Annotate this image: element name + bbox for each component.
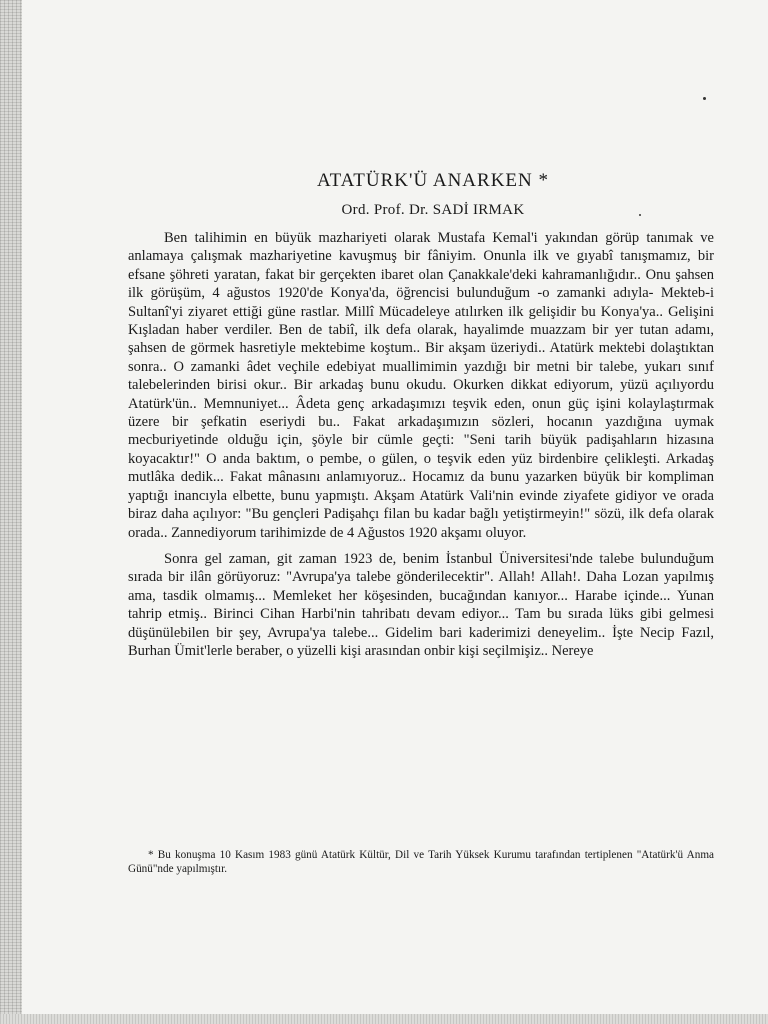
scan-edge-left (0, 0, 22, 1024)
article-body (128, 229, 714, 660)
paragraph-2: Sonra gel zaman, git zaman 1923 de, benim İstanbul Üniversitesi'nde talebe bulunduğum sırada bir ilân görüyoruz: "Avrupa'ya talebe gönderilecektir". Allah! Allah!. Daha Lozan yapılmış ama, tasdik olmamış... Memleket her köşesinden, bucağından kanıyor... Harabe içinde... Yunan tahrip etmiş.. Birinci Cihan Harbi'nin tahribatı devam ediyor... Tam bu sırada lüks gibi gelmesi düşünülebilen bir şey, Avrupa'ya talebe... Gidelim bari kaderimizi deneyelim.. İşte Necip Fazıl, Burhan Ümit'lerle beraber, o yüzelli kişi arasından onbir kişi seçilmişiz.. Nereye (128, 550, 714, 659)
scan-edge-bottom (0, 1014, 768, 1024)
document-page (128, 170, 714, 668)
scan-speck (703, 97, 706, 100)
paragraph-1: Ben talihimin en büyük mazhariyeti olarak Mustafa Kemal'i yakından görüp tanımak ve anlamaya çalışmak mazhariyetine kavuşmuş bir fâniyim. Onunla ilk ve gıyabî tanışmamız, bir efsane şöhreti yaratan, fakat bir gerçekten ibaret olan Çanakkale'deki kahramanlığıdır.. Onu şahsen ilk görüşüm, 4 ağustos 1920'de Konya'da, öğrencisi bulunduğum -o zamanki adıyla- Mekteb-i Sultanî'yi ziyaret ettiği güne rastlar. Millî Mücadeleye atılırken ilk gelişidir bu Konya'ya.. Gelişini Kışladan haber verdiler. Ben de tabiî, ilk defa olarak, hayalimde muazzam bir yer tutan adamı, şahsen de görmek hasretiyle mektebime koştum.. Bir akşam üzeriydi.. Atatürk mektebi dolaştıktan sonra.. O zamanki âdet veçhile edebiyat muallimimin yazdığı bir metni bir talebe, yukarı sınıf talebelerinden birisi okur.. Bir arkadaş bunu okudu. Okurken dikkat ediyorum, yüzü açılıyordu Atatürk'ün.. Memnuniyet... Âdeta genç arkadaşımızı teşvik eden, onun güç işini kolaylaştırmak üzere bir şefkatin eseriydi bu.. Fakat arkadaşımızın sözleri, hocanın yazdığına uymak mecburiyetinde olduğu için, şöyle bir cümle geçti: "Seni tarih büyük padişahların hizasına koyacaktır!" O anda baktım, o pembe, o gülen, o teşvik eden yüz birdenbire çelikleşti. Arkadaş mutlâka dedik... Fakat mânasını anlamıyoruz.. Hocamız da bunu yazarken büyük bir kompliman yaptığı inancıyla elbette, bunu yapmıştı. Akşam Atatürk Vali'nin evinde ziyafete gidiyor ve orada biraz daha açılıyor: "Bu gençleri Padişahçı filan bu kadar bağlı yetiştirmeyin!" sözü, ilk defa olarak orada.. Zannediyorum tarihimizde de 4 Ağustos 1920 akşamı oluyor. (128, 230, 714, 541)
footnote (128, 848, 714, 876)
article-title: ATATÜRK'Ü ANARKEN * (316, 170, 550, 191)
footnote-text: * Bu konuşma 10 Kasım 1983 günü Atatürk Kültür, Dil ve Tarih Yüksek Kurumu tarafından tertiplenen "Atatürk'ü Anma Günü"nde yapılmıştır. (128, 849, 714, 875)
article-author: Ord. Prof. Dr. SADİ IRMAK (341, 202, 525, 218)
